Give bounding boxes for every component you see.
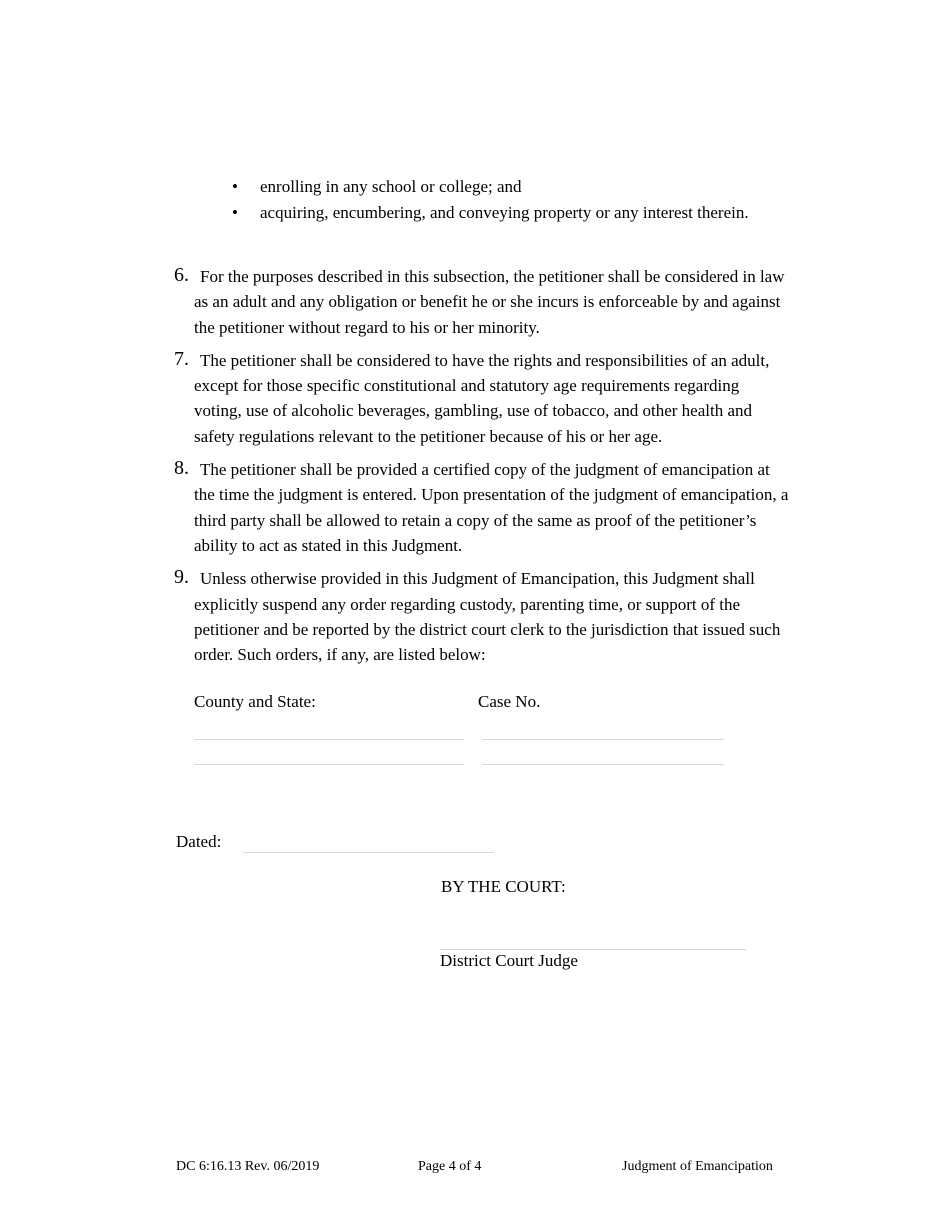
item-number: 9. [174,566,189,589]
item-text: Unless otherwise provided in this Judgment of Emancipation, this Judgment shall explicitly suspend any order regarding custody, parenting time, or support of the petitioner and be reported by the district court clerk to the jurisdiction that issued such order. Such orders, if any, are listed below: [194,569,781,665]
list-item-6 [174,264,789,340]
numbered-list [174,264,789,675]
case-no-label: Case No. [478,692,541,711]
bullet-text: acquiring, encumbering, and conveying property or any interest therein. [260,202,749,222]
list-item-9 [174,566,789,667]
county-field-1[interactable] [194,739,464,740]
county-field-2[interactable] [194,764,464,765]
footer-title: Judgment of Emancipation [622,1159,773,1174]
dated-label: Dated: [176,832,222,851]
item-text: The petitioner shall be considered to have the rights and responsibilities of an adult, except for those specific constitutional and statutory age requirements regarding voting, use of alcoholic beverages, gambling, use of tobacco, and other health and safety regulations relevant to the petitioner because of his or her age. [194,350,770,446]
bullet-icon: • [232,177,238,196]
by-the-court: BY THE COURT: [441,877,566,896]
bullet-text: enrolling in any school or college; and [260,177,522,196]
dated-field[interactable] [243,852,494,853]
orders-table [194,692,754,782]
item-number: 7. [174,347,189,370]
bullet-list [232,174,752,225]
footer-form-id: DC 6:16.13 Rev. 06/2019 [176,1159,320,1174]
item-text: For the purposes described in this subsection, the petitioner shall be considered in law as an adult and any obligation or benefit he or she incurs is enforceable by and against the petitioner without regard to his or her minority. [194,267,785,337]
item-text: The petitioner shall be provided a certified copy of the judgment of emancipation at the time the judgment is entered. Upon presentation of the judgment of emancipation, a third party shall be allowed to retain a copy of the same as proof of the petitioner’s ability to act as stated in this Judgment. [194,460,789,555]
item-number: 6. [174,264,189,286]
list-item-7 [174,348,789,449]
list-item-8 [174,457,789,558]
item-number: 8. [174,457,189,480]
bullet-icon: • [232,202,238,222]
case-field-1[interactable] [482,739,724,740]
bullet-item [232,174,752,200]
footer-page-number: Page 4 of 4 [418,1159,482,1174]
case-field-2[interactable] [482,764,724,765]
judge-label: District Court Judge [440,951,578,970]
county-state-label: County and State: [194,692,316,711]
judge-signature-line[interactable] [440,949,746,950]
bullet-item [232,200,752,226]
